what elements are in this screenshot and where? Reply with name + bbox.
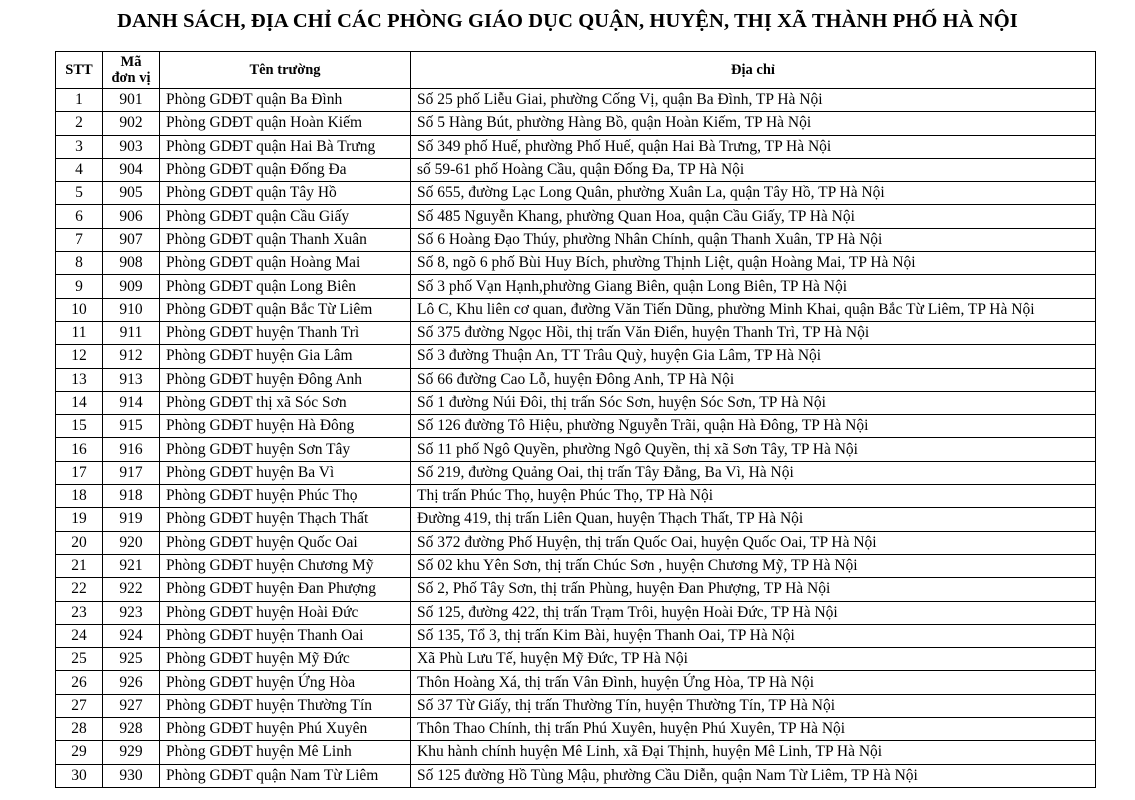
cell-dia-chi: Thôn Thao Chính, thị trấn Phú Xuyên, huyện Phú Xuyên, TP Hà Nội	[411, 718, 1096, 741]
cell-stt: 11	[56, 321, 103, 344]
cell-dia-chi: Số 125 đường Hồ Tùng Mậu, phường Cầu Diễn, quận Nam Từ Liêm, TP Hà Nội	[411, 764, 1096, 787]
table-row	[56, 648, 1096, 671]
table-row	[56, 485, 1096, 508]
cell-ma-don-vi: 927	[103, 694, 160, 717]
cell-ten-truong: Phòng GDĐT huyện Phú Xuyên	[160, 718, 411, 741]
cell-ten-truong: Phòng GDĐT quận Cầu Giấy	[160, 205, 411, 228]
cell-ten-truong: Phòng GDĐT quận Thanh Xuân	[160, 228, 411, 251]
cell-stt: 12	[56, 345, 103, 368]
cell-dia-chi: Đường 419, thị trấn Liên Quan, huyện Thạch Thất, TP Hà Nội	[411, 508, 1096, 531]
cell-ma-don-vi: 907	[103, 228, 160, 251]
cell-stt: 9	[56, 275, 103, 298]
header-ma-don-vi	[103, 52, 160, 89]
cell-ten-truong: Phòng GDĐT huyện Thường Tín	[160, 694, 411, 717]
cell-ten-truong: Phòng GDĐT quận Đống Đa	[160, 158, 411, 181]
cell-dia-chi: Số 349 phố Huế, phường Phố Huế, quận Hai Bà Trưng, TP Hà Nội	[411, 135, 1096, 158]
header-dia-chi: Địa chỉ	[411, 52, 1096, 89]
cell-stt: 30	[56, 764, 103, 787]
table-row	[56, 531, 1096, 554]
cell-stt: 17	[56, 461, 103, 484]
table-row	[56, 694, 1096, 717]
cell-ma-don-vi: 906	[103, 205, 160, 228]
cell-dia-chi: Số 2, Phố Tây Sơn, thị trấn Phùng, huyện Đan Phượng, TP Hà Nội	[411, 578, 1096, 601]
cell-ma-don-vi: 911	[103, 321, 160, 344]
header-ma-line1: Mã	[120, 54, 142, 70]
table-row	[56, 554, 1096, 577]
cell-ma-don-vi: 922	[103, 578, 160, 601]
cell-dia-chi: Số 02 khu Yên Sơn, thị trấn Chúc Sơn , huyện Chương Mỹ, TP Hà Nội	[411, 554, 1096, 577]
cell-stt: 27	[56, 694, 103, 717]
cell-ten-truong: Phòng GDĐT huyện Mê Linh	[160, 741, 411, 764]
table-body	[56, 89, 1096, 788]
cell-stt: 15	[56, 415, 103, 438]
cell-ten-truong: Phòng GDĐT huyện Phúc Thọ	[160, 485, 411, 508]
table-row	[56, 391, 1096, 414]
cell-ma-don-vi: 919	[103, 508, 160, 531]
table-row	[56, 158, 1096, 181]
cell-ma-don-vi: 916	[103, 438, 160, 461]
cell-ma-don-vi: 904	[103, 158, 160, 181]
cell-stt: 3	[56, 135, 103, 158]
header-row	[56, 52, 1096, 89]
table-row	[56, 252, 1096, 275]
cell-dia-chi: Số 11 phố Ngô Quyền, phường Ngô Quyền, thị xã Sơn Tây, TP Hà Nội	[411, 438, 1096, 461]
table-row	[56, 438, 1096, 461]
table-row	[56, 89, 1096, 112]
table-row	[56, 671, 1096, 694]
table-header	[56, 52, 1096, 89]
table-row	[56, 321, 1096, 344]
cell-stt: 26	[56, 671, 103, 694]
cell-ten-truong: Phòng GDĐT huyện Hoài Đức	[160, 601, 411, 624]
cell-stt: 1	[56, 89, 103, 112]
cell-stt: 25	[56, 648, 103, 671]
cell-stt: 24	[56, 624, 103, 647]
cell-dia-chi: Số 372 đường Phố Huyện, thị trấn Quốc Oai, huyện Quốc Oai, TP Hà Nội	[411, 531, 1096, 554]
cell-dia-chi: Số 1 đường Núi Đôi, thị trấn Sóc Sơn, huyện Sóc Sơn, TP Hà Nội	[411, 391, 1096, 414]
cell-ma-don-vi: 926	[103, 671, 160, 694]
cell-stt: 6	[56, 205, 103, 228]
cell-ma-don-vi: 918	[103, 485, 160, 508]
cell-stt: 23	[56, 601, 103, 624]
cell-ten-truong: Phòng GDĐT quận Nam Từ Liêm	[160, 764, 411, 787]
table-row	[56, 741, 1096, 764]
cell-stt: 4	[56, 158, 103, 181]
cell-ma-don-vi: 915	[103, 415, 160, 438]
cell-stt: 7	[56, 228, 103, 251]
cell-ten-truong: Phòng GDĐT huyện Thanh Trì	[160, 321, 411, 344]
cell-dia-chi: Số 3 đường Thuận An, TT Trâu Quỳ, huyện Gia Lâm, TP Hà Nội	[411, 345, 1096, 368]
header-ma-line2: đơn vị	[111, 70, 151, 86]
cell-ma-don-vi: 930	[103, 764, 160, 787]
cell-stt: 14	[56, 391, 103, 414]
cell-dia-chi: Số 6 Hoàng Đạo Thúy, phường Nhân Chính, quận Thanh Xuân, TP Hà Nội	[411, 228, 1096, 251]
cell-ten-truong: Phòng GDĐT huyện Ba Vì	[160, 461, 411, 484]
cell-ten-truong: Phòng GDĐT huyện Ứng Hòa	[160, 671, 411, 694]
cell-stt: 22	[56, 578, 103, 601]
cell-ten-truong: Phòng GDĐT thị xã Sóc Sơn	[160, 391, 411, 414]
cell-ma-don-vi: 912	[103, 345, 160, 368]
cell-ten-truong: Phòng GDĐT quận Ba Đình	[160, 89, 411, 112]
cell-dia-chi: Thôn Hoàng Xá, thị trấn Vân Đình, huyện Ứng Hòa, TP Hà Nội	[411, 671, 1096, 694]
cell-dia-chi: Số 485 Nguyễn Khang, phường Quan Hoa, quận Cầu Giấy, TP Hà Nội	[411, 205, 1096, 228]
cell-stt: 21	[56, 554, 103, 577]
cell-stt: 20	[56, 531, 103, 554]
cell-stt: 13	[56, 368, 103, 391]
cell-dia-chi: Xã Phù Lưu Tế, huyện Mỹ Đức, TP Hà Nội	[411, 648, 1096, 671]
cell-ma-don-vi: 925	[103, 648, 160, 671]
cell-ten-truong: Phòng GDĐT huyện Quốc Oai	[160, 531, 411, 554]
cell-ten-truong: Phòng GDĐT huyện Thạch Thất	[160, 508, 411, 531]
cell-stt: 18	[56, 485, 103, 508]
cell-ma-don-vi: 920	[103, 531, 160, 554]
header-ten-truong: Tên trường	[160, 52, 411, 89]
table-row	[56, 205, 1096, 228]
cell-ten-truong: Phòng GDĐT quận Hoàng Mai	[160, 252, 411, 275]
table-row	[56, 368, 1096, 391]
cell-stt: 2	[56, 112, 103, 135]
cell-ten-truong: Phòng GDĐT huyện Chương Mỹ	[160, 554, 411, 577]
cell-ma-don-vi: 917	[103, 461, 160, 484]
cell-dia-chi: Số 8, ngõ 6 phố Bùi Huy Bích, phường Thịnh Liệt, quận Hoàng Mai, TP Hà Nội	[411, 252, 1096, 275]
cell-stt: 29	[56, 741, 103, 764]
cell-dia-chi: Số 126 đường Tô Hiệu, phường Nguyễn Trãi, quận Hà Đông, TP Hà Nội	[411, 415, 1096, 438]
table-row	[56, 764, 1096, 787]
cell-ma-don-vi: 929	[103, 741, 160, 764]
education-offices-table	[55, 51, 1096, 788]
cell-ten-truong: Phòng GDĐT huyện Đan Phượng	[160, 578, 411, 601]
cell-ten-truong: Phòng GDĐT huyện Thanh Oai	[160, 624, 411, 647]
cell-ten-truong: Phòng GDĐT quận Hai Bà Trưng	[160, 135, 411, 158]
header-stt: STT	[56, 52, 103, 89]
table-row	[56, 578, 1096, 601]
cell-stt: 28	[56, 718, 103, 741]
cell-ten-truong: Phòng GDĐT huyện Sơn Tây	[160, 438, 411, 461]
table-row	[56, 298, 1096, 321]
cell-ma-don-vi: 924	[103, 624, 160, 647]
table-row	[56, 228, 1096, 251]
cell-dia-chi: Số 655, đường Lạc Long Quân, phường Xuân La, quận Tây Hồ, TP Hà Nội	[411, 182, 1096, 205]
cell-stt: 10	[56, 298, 103, 321]
table-row	[56, 275, 1096, 298]
cell-ma-don-vi: 903	[103, 135, 160, 158]
table-row	[56, 624, 1096, 647]
cell-ten-truong: Phòng GDĐT huyện Gia Lâm	[160, 345, 411, 368]
cell-dia-chi: Số 66 đường Cao Lỗ, huyện Đông Anh, TP Hà Nội	[411, 368, 1096, 391]
table-row	[56, 718, 1096, 741]
cell-ten-truong: Phòng GDĐT quận Tây Hồ	[160, 182, 411, 205]
cell-ten-truong: Phòng GDĐT huyện Mỹ Đức	[160, 648, 411, 671]
cell-ten-truong: Phòng GDĐT quận Bắc Từ Liêm	[160, 298, 411, 321]
cell-ten-truong: Phòng GDĐT huyện Đông Anh	[160, 368, 411, 391]
cell-dia-chi: Lô C, Khu liên cơ quan, đường Văn Tiến Dũng, phường Minh Khai, quận Bắc Từ Liêm, TP Hà Nội	[411, 298, 1096, 321]
cell-dia-chi: Số 219, đường Quảng Oai, thị trấn Tây Đằng, Ba Vì, Hà Nội	[411, 461, 1096, 484]
table-row	[56, 182, 1096, 205]
table-row	[56, 135, 1096, 158]
cell-ma-don-vi: 909	[103, 275, 160, 298]
cell-ma-don-vi: 928	[103, 718, 160, 741]
table-row	[56, 345, 1096, 368]
cell-ten-truong: Phòng GDĐT quận Hoàn Kiếm	[160, 112, 411, 135]
cell-dia-chi: Số 375 đường Ngọc Hồi, thị trấn Văn Điển, huyện Thanh Trì, TP Hà Nội	[411, 321, 1096, 344]
cell-dia-chi: Thị trấn Phúc Thọ, huyện Phúc Thọ, TP Hà Nội	[411, 485, 1096, 508]
cell-stt: 19	[56, 508, 103, 531]
cell-ma-don-vi: 923	[103, 601, 160, 624]
cell-ma-don-vi: 914	[103, 391, 160, 414]
cell-ma-don-vi: 901	[103, 89, 160, 112]
table-row	[56, 461, 1096, 484]
cell-ma-don-vi: 913	[103, 368, 160, 391]
cell-stt: 16	[56, 438, 103, 461]
table-row	[56, 508, 1096, 531]
cell-dia-chi: Khu hành chính huyện Mê Linh, xã Đại Thịnh, huyện Mê Linh, TP Hà Nội	[411, 741, 1096, 764]
cell-ten-truong: Phòng GDĐT huyện Hà Đông	[160, 415, 411, 438]
cell-dia-chi: Số 135, Tổ 3, thị trấn Kim Bài, huyện Thanh Oai, TP Hà Nội	[411, 624, 1096, 647]
cell-dia-chi: Số 37 Từ Giấy, thị trấn Thường Tín, huyện Thường Tín, TP Hà Nội	[411, 694, 1096, 717]
cell-ma-don-vi: 921	[103, 554, 160, 577]
cell-dia-chi: Số 3 phố Vạn Hạnh,phường Giang Biên, quận Long Biên, TP Hà Nội	[411, 275, 1096, 298]
cell-stt: 5	[56, 182, 103, 205]
cell-dia-chi: Số 125, đường 422, thị trấn Trạm Trôi, huyện Hoài Đức, TP Hà Nội	[411, 601, 1096, 624]
cell-ten-truong: Phòng GDĐT quận Long Biên	[160, 275, 411, 298]
cell-ma-don-vi: 910	[103, 298, 160, 321]
cell-dia-chi: Số 25 phố Liễu Giai, phường Cống Vị, quận Ba Đình, TP Hà Nội	[411, 89, 1096, 112]
cell-dia-chi: số 59-61 phố Hoàng Cầu, quận Đống Đa, TP Hà Nội	[411, 158, 1096, 181]
cell-ma-don-vi: 905	[103, 182, 160, 205]
table-row	[56, 601, 1096, 624]
table-row	[56, 112, 1096, 135]
cell-ma-don-vi: 902	[103, 112, 160, 135]
cell-dia-chi: Số 5 Hàng Bút, phường Hàng Bồ, quận Hoàn Kiếm, TP Hà Nội	[411, 112, 1096, 135]
table-row	[56, 415, 1096, 438]
page-title: DANH SÁCH, ĐỊA CHỈ CÁC PHÒNG GIÁO DỤC QUẬN, HUYỆN, THỊ XÃ THÀNH PHỐ HÀ NỘI	[117, 10, 1018, 32]
cell-ma-don-vi: 908	[103, 252, 160, 275]
cell-stt: 8	[56, 252, 103, 275]
